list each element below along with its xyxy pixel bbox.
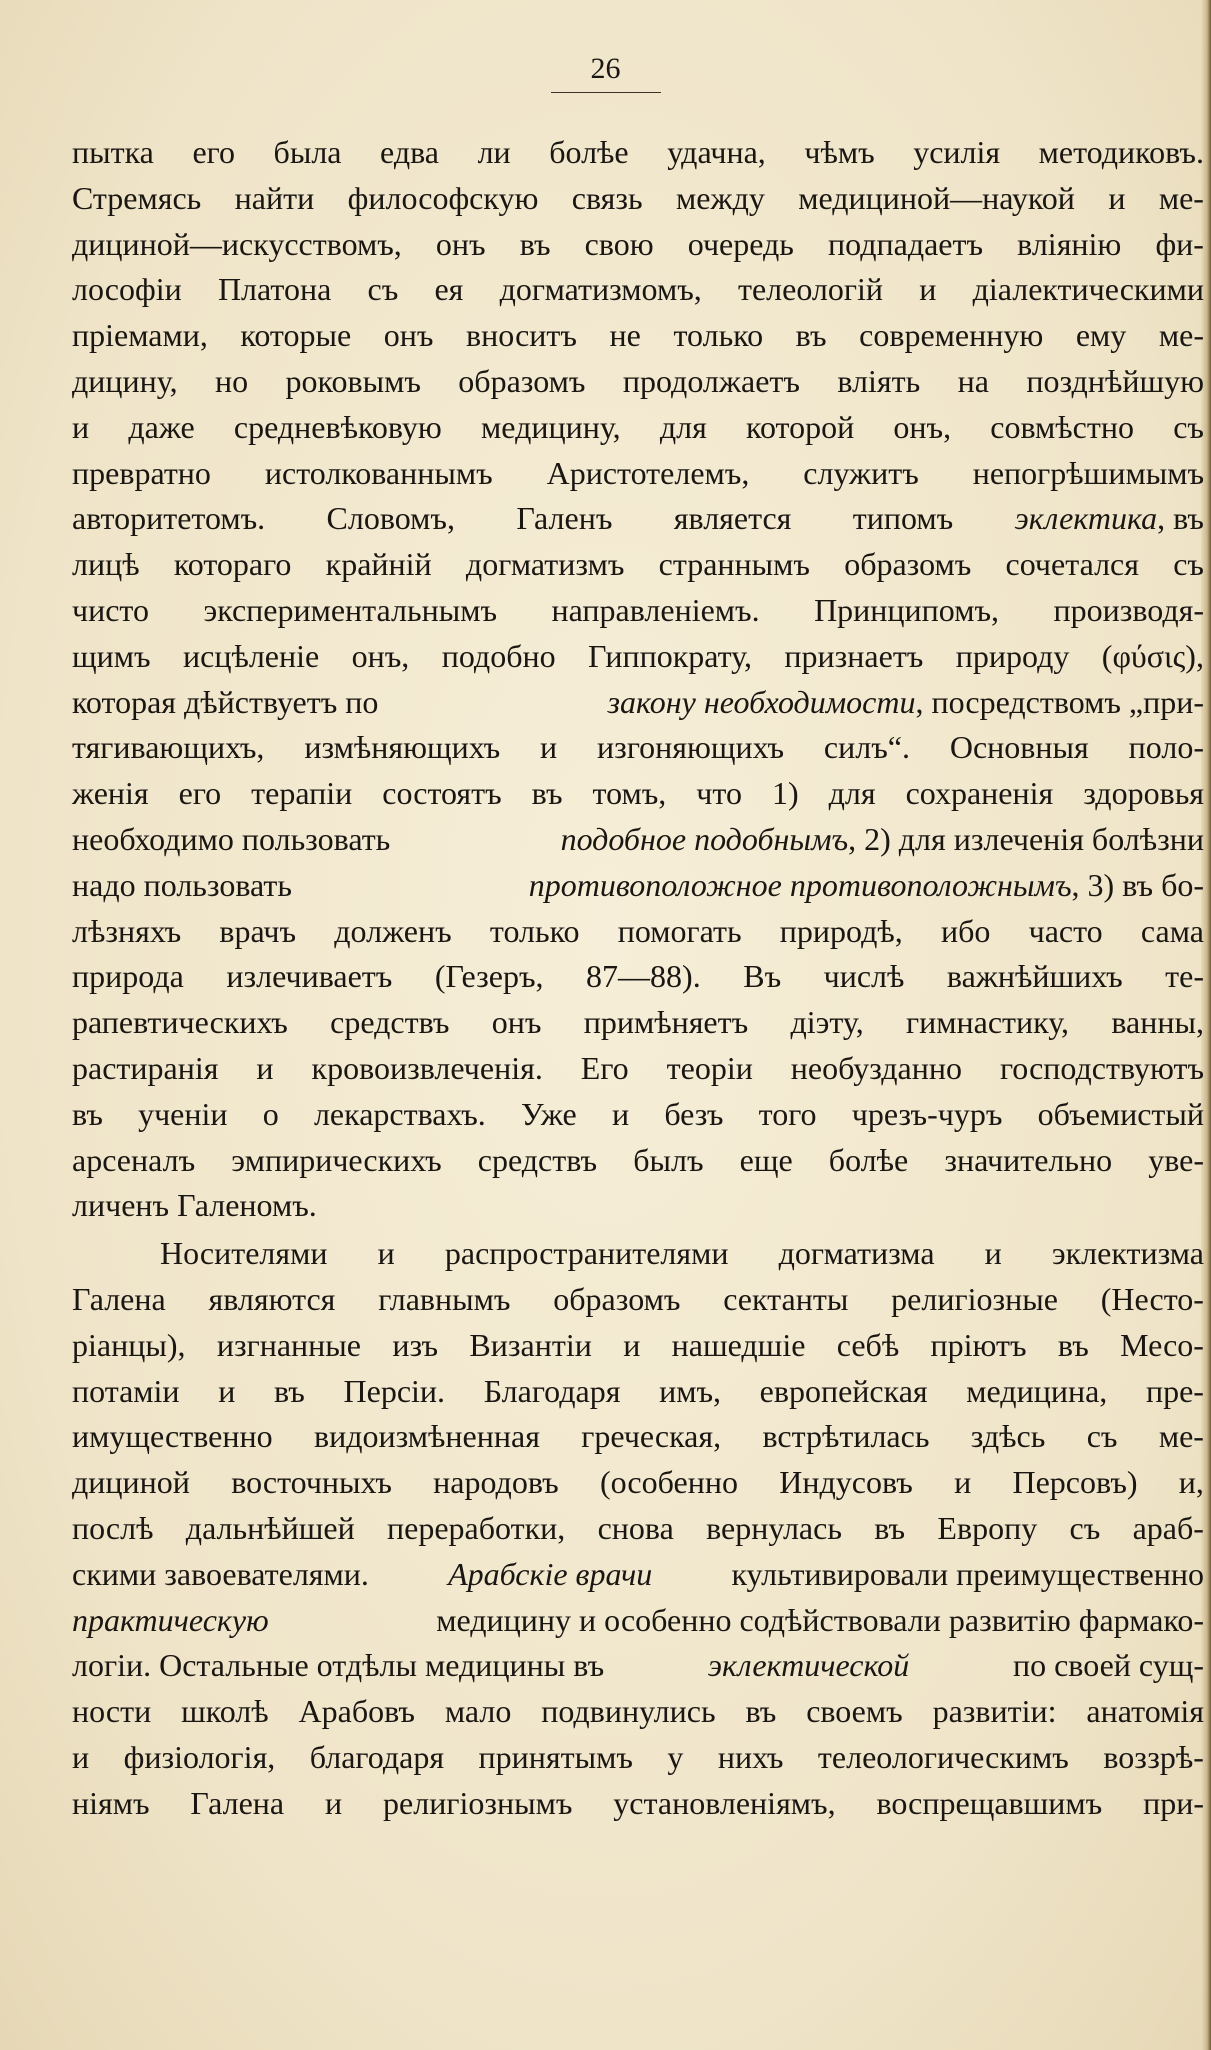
word: догматизмъ: [465, 546, 625, 583]
word: подобно: [441, 637, 556, 674]
word: только: [673, 317, 764, 354]
word: и: [919, 271, 937, 308]
word: главнымъ: [378, 1280, 511, 1317]
word: въ: [1057, 1326, 1089, 1363]
word: уве-: [1148, 1141, 1204, 1178]
word: сама: [1140, 912, 1204, 949]
word: того: [758, 1095, 817, 1132]
text-line: [72, 359, 1204, 405]
word: растиранія: [72, 1049, 219, 1086]
text-line: [72, 1460, 1204, 1506]
word: (φύσις),: [1101, 637, 1204, 674]
word: объемистый: [1037, 1095, 1204, 1132]
word: измѣняющихъ: [304, 729, 501, 766]
word: сохраненія: [905, 775, 1054, 812]
word: и: [1108, 179, 1126, 216]
word: была: [273, 134, 342, 170]
word: дальнѣйшей: [185, 1509, 355, 1546]
word: Галена: [190, 1784, 285, 1821]
word: діэту,: [790, 1004, 864, 1041]
word: воззрѣ-: [1103, 1738, 1204, 1775]
word: нихъ: [717, 1738, 784, 1775]
word: Словомъ,: [326, 500, 455, 537]
word: и: [611, 1095, 630, 1132]
text-line: [72, 1183, 1204, 1229]
word: долженъ: [334, 912, 452, 949]
text-line: [72, 588, 1204, 634]
word: даже: [128, 408, 195, 445]
word: восточныхъ: [231, 1464, 392, 1501]
word: теоріи: [666, 1049, 753, 1086]
word: лософіи: [72, 271, 182, 308]
word: дицину,: [72, 362, 178, 399]
word: видоизмѣненная: [313, 1418, 540, 1455]
word: Платона: [217, 271, 332, 308]
text-line: [72, 634, 1204, 680]
word: только: [489, 912, 580, 949]
word: кровоизвлеченія.: [311, 1049, 543, 1086]
word: въ: [531, 775, 563, 812]
word: ріанцы),: [72, 1326, 186, 1363]
word: 87—88).: [586, 958, 701, 995]
word: которой: [746, 408, 855, 445]
word: ніямъ: [72, 1784, 150, 1821]
word: силъ“.: [823, 729, 910, 766]
word: европейская: [759, 1372, 928, 1409]
word: религіознымъ: [383, 1784, 573, 1821]
word: лекарствахъ.: [313, 1095, 486, 1132]
word: ме-: [1158, 317, 1204, 354]
emphasis: эклектической: [707, 1647, 910, 1684]
word: примѣняетъ: [583, 1004, 749, 1041]
word: послѣ: [72, 1509, 154, 1546]
word: болѣе: [549, 134, 629, 170]
word: Индусовъ: [779, 1464, 913, 1501]
word: врачъ: [219, 912, 297, 949]
text-line: [72, 1598, 1204, 1644]
text-line: [72, 1092, 1204, 1138]
word: и: [72, 408, 90, 445]
word: образомъ: [553, 1280, 681, 1317]
word: чѣмъ: [804, 134, 875, 170]
word: мало: [444, 1693, 512, 1730]
word: болѣе: [828, 1141, 909, 1178]
word: рапевтическихъ: [72, 1004, 288, 1041]
text-line: [72, 863, 1204, 909]
emphasis: эклектика, въ: [1014, 500, 1204, 537]
text-line: [72, 1643, 1204, 1689]
text-line: [72, 909, 1204, 955]
word: экспериментальнымъ: [203, 591, 498, 628]
word: 1): [771, 775, 799, 812]
word: установленіямъ,: [613, 1784, 836, 1821]
text-segment: по своей сущ-: [1012, 1647, 1204, 1684]
word: образомъ: [844, 546, 972, 583]
emphasis: подобное подобнымъ, 2) для излеченія болѣзни: [560, 820, 1204, 857]
word: съ: [1086, 1418, 1118, 1455]
text-line: [72, 1231, 1204, 1277]
word: являются: [208, 1280, 336, 1317]
word: анатомія: [1086, 1693, 1204, 1730]
page-number: 26: [551, 52, 661, 93]
word: чрезъ-чуръ: [851, 1095, 1003, 1132]
word: греческая,: [581, 1418, 722, 1455]
word: имъ,: [659, 1372, 721, 1409]
word: истолкованнымъ: [264, 454, 493, 491]
word: въ: [519, 225, 551, 262]
word: пріемами,: [72, 317, 208, 354]
word: очередь: [687, 225, 794, 262]
text-line: [72, 680, 1204, 726]
word: котораго: [173, 546, 292, 583]
word: ме-: [1158, 1418, 1204, 1455]
word: крайній: [325, 546, 432, 583]
word: онъ: [435, 225, 486, 262]
word: былъ: [633, 1141, 704, 1178]
word: арсеналъ: [72, 1141, 196, 1178]
word: сектанты: [723, 1280, 849, 1317]
word: состоятъ: [382, 775, 502, 812]
word: и: [377, 1235, 395, 1272]
word: современную: [859, 317, 1044, 354]
word: направленіемъ.: [551, 591, 760, 628]
word: Его: [580, 1049, 629, 1086]
word: но: [215, 362, 249, 399]
word: араб-: [1132, 1509, 1204, 1546]
word: и: [218, 1372, 236, 1409]
word: ему: [1075, 317, 1127, 354]
word: роковымъ: [285, 362, 421, 399]
text-line: [72, 1506, 1204, 1552]
word: Уже: [521, 1095, 577, 1132]
text-line: [72, 1046, 1204, 1092]
word: Стремясь: [72, 179, 202, 216]
word: у: [667, 1738, 684, 1775]
word: съ: [367, 271, 399, 308]
word: съ: [1069, 1509, 1101, 1546]
word: и: [256, 1049, 274, 1086]
word: между: [676, 179, 765, 216]
word: позднѣйшую: [1026, 362, 1204, 399]
word: школѣ: [181, 1693, 269, 1730]
word: чисто: [72, 591, 149, 628]
text-line: [72, 1323, 1204, 1369]
word: вернулась: [706, 1509, 842, 1546]
text-line: [72, 130, 1204, 176]
word: подвинулись: [541, 1693, 716, 1730]
text-segment: культивировали преимущественно: [731, 1555, 1204, 1592]
word: важнѣйшихъ: [946, 958, 1123, 995]
word: здѣсь: [970, 1418, 1046, 1455]
word: свою: [584, 225, 654, 262]
page-header: [0, 52, 1211, 93]
word: распространителями: [444, 1235, 729, 1272]
word: онъ: [491, 1004, 542, 1041]
word: онъ: [383, 317, 434, 354]
word: авторитетомъ.: [72, 500, 266, 537]
body-text: [72, 130, 1204, 1826]
word: страннымъ: [658, 546, 810, 583]
word: вліять: [837, 362, 921, 399]
word: пре-: [1145, 1372, 1204, 1409]
word: ванны,: [1111, 1004, 1204, 1041]
word: о: [262, 1095, 279, 1132]
text-line: [72, 1000, 1204, 1046]
word: Месо-: [1120, 1326, 1204, 1363]
word: потаміи: [72, 1372, 180, 1409]
emphasis: Арабскіе врачи: [448, 1555, 653, 1592]
word: медицину,: [481, 408, 621, 445]
word: которые: [240, 317, 352, 354]
text-line: [72, 1552, 1204, 1598]
word: еще: [739, 1141, 793, 1178]
paragraph-1: [72, 130, 1204, 1229]
word: (Несто-: [1100, 1280, 1204, 1317]
word: производя-: [1053, 591, 1204, 628]
word: Основныя: [949, 729, 1089, 766]
emphasis: закону необходимости, посредствомъ „при-: [607, 683, 1204, 720]
text-line: [72, 267, 1204, 313]
word: и: [325, 1784, 343, 1821]
word: изгнанные: [216, 1326, 361, 1363]
word: дициной—искусствомъ,: [72, 225, 402, 262]
text-line: [72, 1369, 1204, 1415]
word: и: [623, 1326, 641, 1363]
word: совмѣстно: [990, 408, 1134, 445]
word: едва: [380, 134, 439, 170]
word: Гиппократу,: [588, 637, 752, 674]
text-segment: которая дѣйствуетъ по: [72, 683, 379, 720]
word: и: [984, 1235, 1002, 1272]
word: принятымъ: [478, 1738, 633, 1775]
word: переработки,: [387, 1509, 566, 1546]
word: изъ: [392, 1326, 439, 1363]
word: вліянію: [1017, 225, 1122, 262]
word: является: [673, 500, 792, 537]
word: (особенно: [599, 1464, 738, 1501]
text-line: [72, 725, 1204, 771]
word: народовъ: [433, 1464, 559, 1501]
word: связь: [571, 179, 643, 216]
word: что: [696, 775, 742, 812]
text-line: [72, 1277, 1204, 1323]
word: догматизмомъ,: [499, 271, 702, 308]
word: съ: [1173, 408, 1204, 445]
word: природу: [955, 637, 1070, 674]
word: ме-: [1158, 179, 1204, 216]
text-line: [72, 817, 1204, 863]
word: и,: [1178, 1464, 1204, 1501]
word: помогать: [617, 912, 742, 949]
word: въ: [72, 1095, 103, 1132]
word: непогрѣшимымъ: [972, 454, 1204, 491]
word: дициной: [72, 1464, 190, 1501]
word: Въ: [743, 958, 782, 995]
text-line: [72, 1781, 1204, 1827]
text-line: [72, 1735, 1204, 1781]
word: усилія: [913, 134, 1001, 170]
word: (Гезеръ,: [434, 958, 544, 995]
text-segment: логіи. Остальные отдѣлы медицины въ: [72, 1647, 605, 1684]
word: философскую: [347, 179, 539, 216]
word: снова: [597, 1509, 674, 1546]
text-line: [72, 1414, 1204, 1460]
word: терапіи: [251, 775, 353, 812]
word: Арабовъ: [298, 1693, 415, 1730]
word: Носителями: [160, 1235, 328, 1272]
word: лѣзняхъ: [72, 912, 182, 949]
word: излечиваетъ: [226, 958, 393, 995]
text-line: [72, 313, 1204, 359]
word: ности: [72, 1693, 152, 1730]
paragraph-2: [72, 1231, 1204, 1826]
word: исцѣленіе: [182, 637, 320, 674]
word: женія: [72, 775, 149, 812]
word: имущественно: [72, 1418, 273, 1455]
word: воспрещавшимъ: [876, 1784, 1103, 1821]
word: и: [72, 1738, 90, 1775]
word: средневѣковую: [233, 408, 442, 445]
word: діалектическими: [972, 271, 1204, 308]
word: его: [192, 134, 235, 170]
word: тягивающихъ,: [72, 729, 265, 766]
word: для: [828, 775, 876, 812]
word: превратно: [72, 454, 211, 491]
word: часто: [1028, 912, 1103, 949]
word: Персовъ): [1012, 1464, 1138, 1501]
word: телеологій: [737, 271, 883, 308]
word: встрѣтилась: [762, 1418, 930, 1455]
word: Галена: [72, 1280, 166, 1317]
text-segment: личенъ Галеномъ.: [72, 1187, 317, 1224]
text-line: [72, 1138, 1204, 1184]
word: для: [659, 408, 707, 445]
text-segment: необходимо пользовать: [72, 820, 391, 857]
word: безъ: [664, 1095, 724, 1132]
word: благодаря: [309, 1738, 445, 1775]
text-line: [72, 1689, 1204, 1735]
word: Принципомъ,: [814, 591, 999, 628]
word: его: [178, 775, 222, 812]
text-line: [72, 451, 1204, 497]
word: лицѣ: [72, 546, 140, 583]
word: физіологія,: [123, 1738, 276, 1775]
word: ли: [477, 134, 511, 170]
word: те-: [1165, 958, 1204, 995]
text-line: [72, 405, 1204, 451]
word: и: [540, 729, 558, 766]
word: природѣ,: [779, 912, 903, 949]
word: своемъ: [806, 1693, 903, 1730]
text-segment: скими завоевателями.: [72, 1555, 369, 1592]
text-line: [72, 542, 1204, 588]
word: и: [954, 1464, 972, 1501]
word: развитіи:: [932, 1693, 1057, 1730]
word: найти: [234, 179, 315, 216]
word: типомъ: [852, 500, 954, 537]
word: Благодаря: [483, 1372, 621, 1409]
word: Галенъ: [516, 500, 613, 537]
word: Аристотелемъ,: [546, 454, 750, 491]
word: ибо: [940, 912, 991, 949]
word: методиковъ.: [1038, 134, 1204, 170]
word: господствуютъ: [999, 1049, 1204, 1086]
word: средствъ: [330, 1004, 450, 1041]
emphasis: противоположное противоположнымъ, 3) въ бо-: [528, 866, 1204, 903]
text-line: [72, 954, 1204, 1000]
word: Византіи: [469, 1326, 592, 1363]
text-line: [72, 496, 1204, 542]
word: онъ,: [893, 408, 952, 445]
word: фи-: [1155, 225, 1204, 262]
word: числѣ: [823, 958, 905, 995]
text-line: [72, 176, 1204, 222]
text-segment: медицину и особенно содѣйствовали развитію фармако-: [436, 1601, 1204, 1638]
word: значительно: [944, 1141, 1113, 1178]
word: съ: [1173, 546, 1204, 583]
word: медициной—наукой: [798, 179, 1075, 216]
word: изгоняющихъ: [597, 729, 784, 766]
word: на: [957, 362, 989, 399]
word: онъ,: [351, 637, 410, 674]
word: здоровья: [1083, 775, 1204, 812]
text-line: [72, 222, 1204, 268]
word: томъ,: [592, 775, 667, 812]
word: эклектизма: [1051, 1235, 1204, 1272]
word: признаетъ: [784, 637, 924, 674]
word: пытка: [72, 134, 154, 170]
word: эмпирическихъ: [231, 1141, 442, 1178]
word: не: [609, 317, 641, 354]
emphasis: практическую: [72, 1601, 269, 1638]
word: медицина,: [966, 1372, 1108, 1409]
word: необузданно: [790, 1049, 962, 1086]
word: сочетался: [1005, 546, 1139, 583]
word: въ: [745, 1693, 777, 1730]
word: при-: [1143, 1784, 1204, 1821]
word: образомъ: [458, 362, 586, 399]
word: ученіи: [138, 1095, 228, 1132]
word: продолжаетъ: [622, 362, 800, 399]
word: поло-: [1128, 729, 1204, 766]
word: служитъ: [803, 454, 919, 491]
word: Персіи.: [343, 1372, 446, 1409]
word: подпадаетъ: [828, 225, 984, 262]
word: пріютъ: [930, 1326, 1027, 1363]
word: щимъ: [72, 637, 151, 674]
word: удачна,: [667, 134, 766, 170]
text-segment: надо пользовать: [72, 866, 292, 903]
word: нашедшіе: [671, 1326, 806, 1363]
word: средствъ: [477, 1141, 598, 1178]
word: себѣ: [836, 1326, 900, 1363]
word: природа: [72, 958, 184, 995]
word: религіозные: [891, 1280, 1058, 1317]
text-line: [72, 771, 1204, 817]
word: въ: [273, 1372, 305, 1409]
word: въ: [795, 317, 827, 354]
word: гимнастику,: [906, 1004, 1070, 1041]
word: въ: [874, 1509, 906, 1546]
word: ея: [434, 271, 464, 308]
word: догматизма: [778, 1235, 935, 1272]
word: Европу: [937, 1509, 1038, 1546]
word: вноситъ: [466, 317, 577, 354]
word: телеологическимъ: [817, 1738, 1069, 1775]
